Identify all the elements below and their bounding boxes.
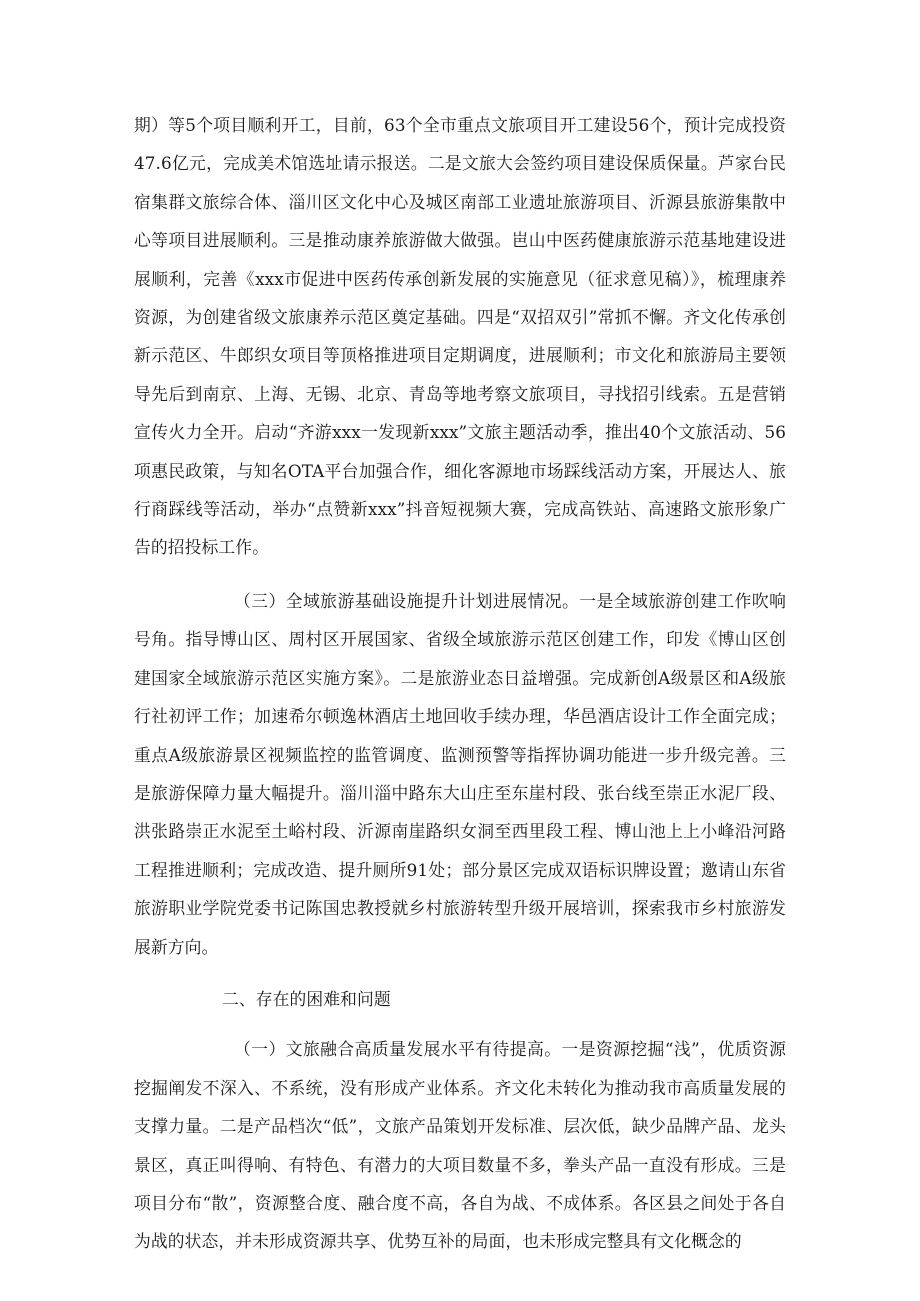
paragraph-tourism-infrastructure: （三）全域旅游基础设施提升计划进展情况。一是全域旅游创建工作吹响号角。指导博山区、周村区开展国家、省级全域旅游示范区创建工作，印发《博山区创建国家全域旅游示范区实施方案》。二是旅游业态日益增强。完成新创A级景区和A级旅行社初评工作；加速希尔顿逸林酒店土地回收手续办理，华邑酒店设计工作全面完成；重点A级旅游景区视频监控的监管调度、监测预警等指挥协调功能进一步升级完善。三是旅游保障力量大幅提升。淄川淄中路东大山庄至东崖村段、张台线至崇正水泥厂段、洪张路崇正水泥至土峪村段、沂源南崖路织女洞至西里段工程、博山池上上小峰沿河路工程推进顺利；完成改造、提升厕所91处；部分景区完成双语标识牌设置；邀请山东省旅游职业学院党委书记陈国忠教授就乡村旅游转型升级开展培训，探索我市乡村旅游发展新方向。 bbox=[134, 590, 786, 957]
section-heading: 二、存在的困难和问题 bbox=[222, 988, 391, 1009]
paragraph-project-progress: 期）等5个项目顺利开工，目前，63个全市重点文旅项目开工建设56个，预计完成投资47.6亿元，完成美术馆选址请示报送。二是文旅大会签约项目建设保质保量。芦家台民宿集群文旅综合体、淄川区文化中心及城区南部工业遗址旅游项目、沂源县旅游集散中心等项目进展顺利。三是推动康养旅游做大做强。岜山中医药健康旅游示范基地建设进展顺利，完善《xxx市促进中医药传承创新发展的实施意见（征求意见稿）》，梳理康养资源，为创建省级文旅康养示范区奠定基础。四是“双招双引”常抓不懈。齐文化传承创新示范区、牛郎织女项目等顶格推进项目定期调度，进展顺利；市文化和旅游局主要领导先后到南京、上海、无锡、北京、青岛等地考察文旅项目，寻找招引线索。五是营销宣传火力全开。启动“齐游xxx一发现新xxx”文旅主题活动季，推出40个文旅活动、56项惠民政策，与知名OTA平台加强合作，细化客源地市场踩线活动方案，开展达人、旅行商踩线等活动，举办“点赞新xxx”抖音短视频大赛，完成高铁站、高速路文旅形象广告的招投标工作。 bbox=[134, 115, 786, 558]
paragraph-problems: （一）文旅融合高质量发展水平有待提高。一是资源挖掘“浅”，优质资源挖掘阐发不深入、不系统，没有形成产业体系。齐文化未转化为推动我市高质量发展的支撑力量。二是产品档次“低”，文旅产品策划开发标准、层次低，缺少品牌产品、龙头景区，真正叫得响、有特色、有潜力的大项目数量不多，拳头产品一直没有形成。三是项目分布“散”，资源整合度、融合度不高，各自为战、不成体系。各区县之间处于各自为战的状态，并未形成资源共享、优势互补的局面，也未形成完整具有文化概念的 bbox=[134, 1039, 786, 1252]
document-page bbox=[134, 106, 786, 1261]
